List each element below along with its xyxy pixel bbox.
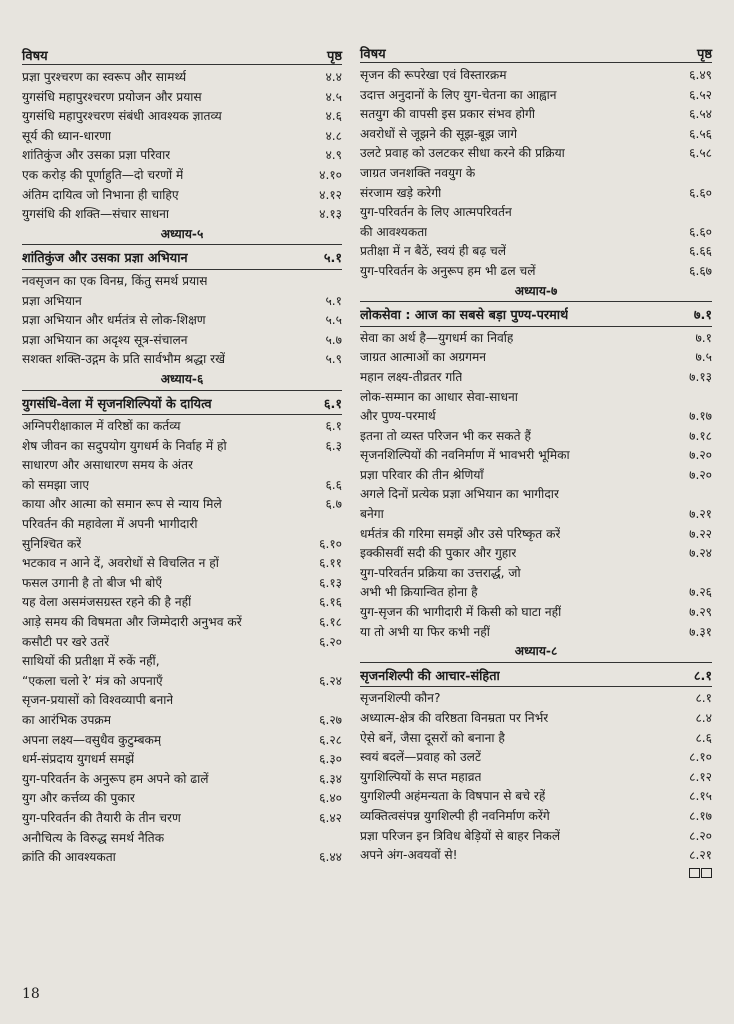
entry-title: अवरोधों से जूझने की सूझ-बूझ जागे [360,126,518,141]
entry-page: ५.१ [323,251,342,267]
entry-title: प्रतीक्षा में न बैठें, स्वयं ही बढ़ चलें [360,244,507,259]
entry-title: युगशिल्पी अहंमन्यता के विषपान से बचे रहें [360,789,546,804]
entry-title: सृजन की रूपरेखा एवं विस्तारक्रम [360,68,507,82]
entry-title: सूर्य की ध्यान-धारणा [22,128,112,143]
entry-page: ६.५४ [689,107,712,122]
entry-title: अनौचित्य के विरुद्ध समर्थ नैतिक [22,830,165,845]
toc-entry [22,68,342,88]
entry-title: युगसंधि महापुरश्चरण प्रयोजन और प्रयास [22,89,202,104]
end-mark-icon [360,866,712,881]
entry-page: ८.१५ [689,789,712,804]
entry-page: ८.२१ [689,848,712,863]
entry-title: भटकाव न आने दें, अवरोधों से विचलित न हों [22,556,219,571]
entry-page: ६.७ [325,497,342,512]
entry-title: धर्म-संप्रदाय युगधर्म समझें [22,752,135,767]
entry-page: ४.१३ [319,207,342,222]
entry-page: ६.६७ [689,263,712,278]
entry-title: शांतिकुंज और उसका प्रज्ञा परिवार [22,148,171,163]
entry-title: परिवर्तन की महावेला में अपनी भागीदारी [22,517,198,532]
entry-title: सशक्त शक्ति-उद्गम के प्रति सार्वभौम श्रद्धा रखें [22,352,226,367]
entry-page: ४.६ [325,109,342,124]
entry-page: ७.१ [695,330,712,345]
entry-page: ६.१८ [319,615,342,630]
toc-entry [360,729,712,749]
entry-title: क्रांति की आवश्यकता [22,850,116,865]
entry-title: धर्मतंत्र की गरिमा समझें और उसे परिष्कृत करें [360,526,561,541]
toc-entry [360,525,712,545]
entry-title: व्यक्तित्वसंपन्न युगशिल्पी ही नवनिर्माण करेंगे [360,808,550,823]
toc-entry [22,789,342,809]
entry-page: ४.९ [325,148,342,163]
entry-page: ६.११ [319,556,342,571]
toc-entry [22,652,342,672]
toc-entry [22,554,342,574]
entry-title: अग्निपरीक्षाकाल में वरिष्ठों का कर्तव्य [22,419,181,434]
toc-entry [22,331,342,351]
toc-entry [22,691,342,711]
entry-title: सृजनशिल्पियों की नवनिर्माण में भावभरी भूमिका [360,448,570,463]
chapter-label-text: अध्याय-८ [514,644,558,659]
entry-page: ७.२० [689,448,712,463]
entry-title: प्रज्ञा पुरश्चरण का स्वरूप और सामर्थ्य [22,70,187,84]
entry-title: या तो अभी या फिर कभी नहीं [360,624,490,639]
toc-entry [360,505,712,525]
entry-page: ६.१ [325,419,342,434]
toc-entry [22,476,342,496]
entry-page: ४.८ [325,128,342,143]
entry-page: ८.१७ [689,808,712,823]
entry-title: सृजन-प्रयासों को विश्वव्यापी बनाने [22,693,174,708]
entry-page: ६.३४ [319,771,342,786]
toc-entry [360,768,712,788]
entry-title: एक करोड़ की पूर्णाहुति—दो चरणों में [22,167,184,182]
entry-title: काया और आत्मा को समान रूप से न्याय मिले [22,497,222,512]
entry-title: स्वयं बदलें—प्रवाह को उलटें [360,750,482,765]
entry-page: ६.४० [319,791,342,806]
entry-page: ६.२४ [319,673,342,688]
toc-entry [360,262,712,282]
toc-entry [22,311,342,331]
entry-title: युग-परिवर्तन प्रक्रिया का उत्तरार्द्ध, जो [360,565,521,580]
entry-page: ६.२७ [319,713,342,727]
toc-entry [22,731,342,751]
toc-entry [360,368,712,388]
toc-entry [22,593,342,613]
toc-entry [360,623,712,643]
entry-page: ८.६ [695,730,712,745]
toc-entry [22,437,342,457]
entry-page: ४.४ [325,70,342,84]
toc-entry [360,485,712,505]
entry-page: ५.१ [325,293,342,308]
toc-entry [360,223,712,243]
entry-page: ८.१२ [689,769,712,784]
entry-page: ६.४९ [689,68,712,82]
toc-entry [360,846,712,866]
chapter-label-text: अध्याय-६ [160,371,204,386]
toc-entry [22,633,342,653]
header-subject: विषय [22,49,48,64]
toc-entry [360,184,712,204]
entry-title: अभी भी क्रियान्वित होना है [360,585,478,600]
entry-page: ७.२९ [689,605,712,620]
toc-entry [22,750,342,770]
entry-page: ७.१ [693,308,712,324]
toc-entries-right [360,66,712,866]
entry-page: ६.६० [689,185,712,200]
toc-entry [360,388,712,408]
toc-entry [22,535,342,555]
entry-page: ६.१ [323,396,342,412]
entry-title: का आरंभिक उपक्रम [22,713,112,727]
chapter-label [22,370,342,391]
entry-title: प्रज्ञा अभियान और धर्मतंत्र से लोक-शिक्षण [22,313,206,328]
entry-title: अंतिम दायित्व जो निभाना ही चाहिए [22,187,179,202]
entry-title: इतना तो व्यस्त परिजन भी कर सकते हैं [360,428,531,443]
entry-title: अध्यात्म-क्षेत्र की वरिष्ठता विनम्रता पर निर्भर [360,711,549,725]
entry-title: प्रज्ञा परिवार की तीन श्रेणियाँ [360,467,484,482]
toc-entry [22,495,342,515]
toc-entry [360,544,712,564]
entry-page: ७.३१ [689,624,712,639]
toc-entry [22,515,342,535]
toc-entry [360,144,712,164]
chapter-label-text: अध्याय-५ [160,226,204,241]
entry-title: नवसृजन का एक विनम्र, किंतु समर्थ प्रयास [22,273,208,288]
entry-title: सृजनशिल्पी की आचार-संहिता [360,668,500,684]
entry-page: ६.४२ [319,810,342,825]
toc-entry [22,292,342,312]
toc-entry [360,86,712,106]
toc-entry [22,711,342,731]
entry-page: ६.१३ [319,575,342,590]
toc-entry [22,107,342,127]
toc-entry [22,417,342,437]
header-subject: विषय [360,47,386,62]
entry-page: ६.४४ [319,850,342,865]
entry-page: ४.१२ [319,187,342,202]
entry-title: संरजाम खड़े करेगी [360,185,442,200]
chapter-title-row [22,249,342,270]
entry-page: ५.५ [325,313,342,328]
entry-page: ६.६० [689,224,712,239]
toc-header [22,40,342,65]
entry-title: लोक-सम्मान का आधार सेवा-साधना [360,389,518,404]
entry-title: उदात्त अनुदानों के लिए युग-चेतना का आह्वान [360,87,557,102]
entry-page: ७.२४ [689,546,712,561]
entry-title: इक्कीसवीं सदी की पुकार और गुहार [360,546,517,561]
entry-title: कसौटी पर खरे उतरें [22,634,110,649]
entry-title: अपने अंग-अवयवों से! [360,848,458,863]
entry-title: बनेगा [360,507,384,522]
entry-title: सेवा का अर्थ है—युगधर्म का निर्वाह [360,330,514,345]
toc-entry [22,146,342,166]
toc-entry [360,427,712,447]
entry-page: ८.४ [695,711,712,725]
toc-entry [22,848,342,868]
entry-title: प्रज्ञा अभियान का अदृश्य सूत्र-संचालन [22,332,188,347]
entry-page: ७.२१ [689,507,712,522]
entry-title: अपना लक्ष्य—वसुधैव कुटुम्बकम् [22,732,162,747]
toc-entry [360,827,712,847]
toc-header [360,40,712,63]
entry-page: ६.३ [325,438,342,453]
entry-page: ६.५२ [689,87,712,102]
entry-title: “एकला चलो रे’ मंत्र को अपनाएँ [22,673,163,688]
chapter-label [360,642,712,663]
entry-title: फसल उगानी है तो बीज भी बोएँ [22,575,163,590]
toc-entry [360,407,712,427]
entry-title: और पुण्य-परमार्थ [360,409,436,424]
entry-page: ५.७ [325,332,342,347]
entry-title: सृजनशिल्पी कौन? [360,691,441,706]
chapter-title-row [22,395,342,416]
entry-page: ४.५ [325,89,342,104]
entry-title: प्रज्ञा परिजन इन त्रिविध बेड़ियों से बाहर निकलें [360,828,561,843]
toc-entry [360,466,712,486]
toc-entry [22,272,342,292]
chapter-title-row [360,306,712,327]
toc-entry [360,807,712,827]
entry-page: ६.१६ [319,595,342,610]
toc-entry [360,583,712,603]
toc-entry [360,66,712,86]
entry-page: ६.३० [319,752,342,767]
toc-entry [22,88,342,108]
toc-column-right [360,40,712,881]
entry-page: ८.१ [693,668,712,684]
toc-entries-left [22,68,342,868]
toc-entry [360,689,712,709]
entry-page: ७.२० [689,467,712,482]
toc-column-left [22,40,342,868]
entry-title: युगसंधि महापुरश्चरण संबंधी आवश्यक ज्ञातव्य [22,109,222,124]
entry-title: सुनिश्चित करें [22,536,82,551]
entry-title: साथियों की प्रतीक्षा में रुकें नहीं, [22,654,160,669]
toc-entry [360,125,712,145]
toc-entry [360,564,712,584]
entry-page: ७.२६ [689,585,712,600]
chapter-label [360,282,712,303]
toc-entry [360,446,712,466]
toc-entry [22,770,342,790]
entry-title: युग-परिवर्तन के अनुरूप हम भी ढल चलें [360,263,536,278]
entry-title: साधारण और असाधारण समय के अंतर [22,458,194,473]
entry-page: ८.२० [689,828,712,843]
toc-entry [22,613,342,633]
entry-title: अगले दिनों प्रत्येक प्रज्ञा अभियान का भागीदार [360,487,559,502]
entry-title: युग-सृजन की भागीदारी में किसी को घाटा नहीं [360,605,562,620]
toc-entry [22,166,342,186]
toc-entry [22,829,342,849]
toc-entry [360,105,712,125]
toc-entry [360,329,712,349]
entry-title: ऐसे बनें, जैसा दूसरों को बनाना है [360,730,505,745]
entry-page: ७.१३ [689,369,712,384]
entry-title: युगसंधि-वेला में सृजनशिल्पियों के दायित्व [22,396,212,412]
header-page: पृष्ठ [696,47,712,62]
entry-page: ८.१ [695,691,712,706]
toc-entry [22,350,342,370]
entry-page: ६.५८ [689,146,712,161]
entry-title: युग-परिवर्तन के अनुरूप हम अपने को ढालें [22,771,209,786]
entry-title: जाग्रत आत्माओं का अग्रगमन [360,350,487,365]
entry-title: को समझा जाए [22,477,90,492]
toc-entry [22,127,342,147]
entry-page: ८.१० [689,750,712,765]
entry-title: प्रज्ञा अभियान [22,293,82,308]
toc-entry [22,205,342,225]
entry-title: युगसंधि की शक्ति—संचार साधना [22,207,169,222]
entry-title: लोकसेवा : आज का सबसे बड़ा पुण्य-परमार्थ [360,308,569,324]
entry-title: युग-परिवर्तन के लिए आत्मपरिवर्तन [360,205,512,220]
entry-page: ७.२२ [689,526,712,541]
toc-entry [360,203,712,223]
entry-title: यह वेला असमंजसग्रस्त रहने की है नहीं [22,595,192,610]
page-number: 18 [22,986,40,1002]
chapter-label [22,225,342,246]
entry-page: ५.९ [325,352,342,367]
entry-page: ७.१८ [689,428,712,443]
toc-entry [360,164,712,184]
toc-entry [360,348,712,368]
toc-entry [22,574,342,594]
entry-page: ७.५ [695,350,712,365]
toc-entry [22,672,342,692]
entry-title: उलटे प्रवाह को उलटकर सीधा करने की प्रक्रिया [360,146,565,161]
entry-title: सतयुग की वापसी इस प्रकार संभव होगी [360,107,536,122]
chapter-title-row [360,667,712,688]
toc-entry [22,456,342,476]
chapter-label-text: अध्याय-७ [514,283,558,298]
entry-title: शेष जीवन का सदुपयोग युगधर्म के निर्वाह में हो [22,438,227,453]
entry-title: युग-परिवर्तन की तैयारी के तीन चरण [22,810,181,825]
entry-title: युग और कर्त्तव्य की पुकार [22,791,135,806]
toc-entry [22,809,342,829]
header-page: पृष्ठ [326,49,342,64]
toc-entry [360,787,712,807]
entry-page: ६.२८ [319,732,342,747]
entry-page: ६.५६ [689,126,712,141]
toc-entry [360,603,712,623]
entry-title: महान लक्ष्य-तीव्रतर गति [360,369,463,384]
entry-title: जाग्रत जनशक्ति नवयुग के [360,165,476,180]
entry-page: ६.२० [319,634,342,649]
toc-entry [22,186,342,206]
entry-title: युगशिल्पियों के सप्त महाव्रत [360,769,482,784]
toc-entry [360,709,712,729]
toc-entry [360,242,712,262]
entry-page: ६.१० [319,536,342,551]
entry-page: ६.६ [325,477,342,492]
toc-entry [360,748,712,768]
entry-page: ६.६६ [689,244,712,259]
entry-title: शांतिकुंज और उसका प्रज्ञा अभियान [22,251,188,267]
entry-title: आड़े समय की विषमता और जिम्मेदारी अनुभव करें [22,615,242,630]
entry-page: ४.१० [319,167,342,182]
entry-page: ७.१७ [689,409,712,424]
entry-title: की आवश्यकता [360,224,428,239]
